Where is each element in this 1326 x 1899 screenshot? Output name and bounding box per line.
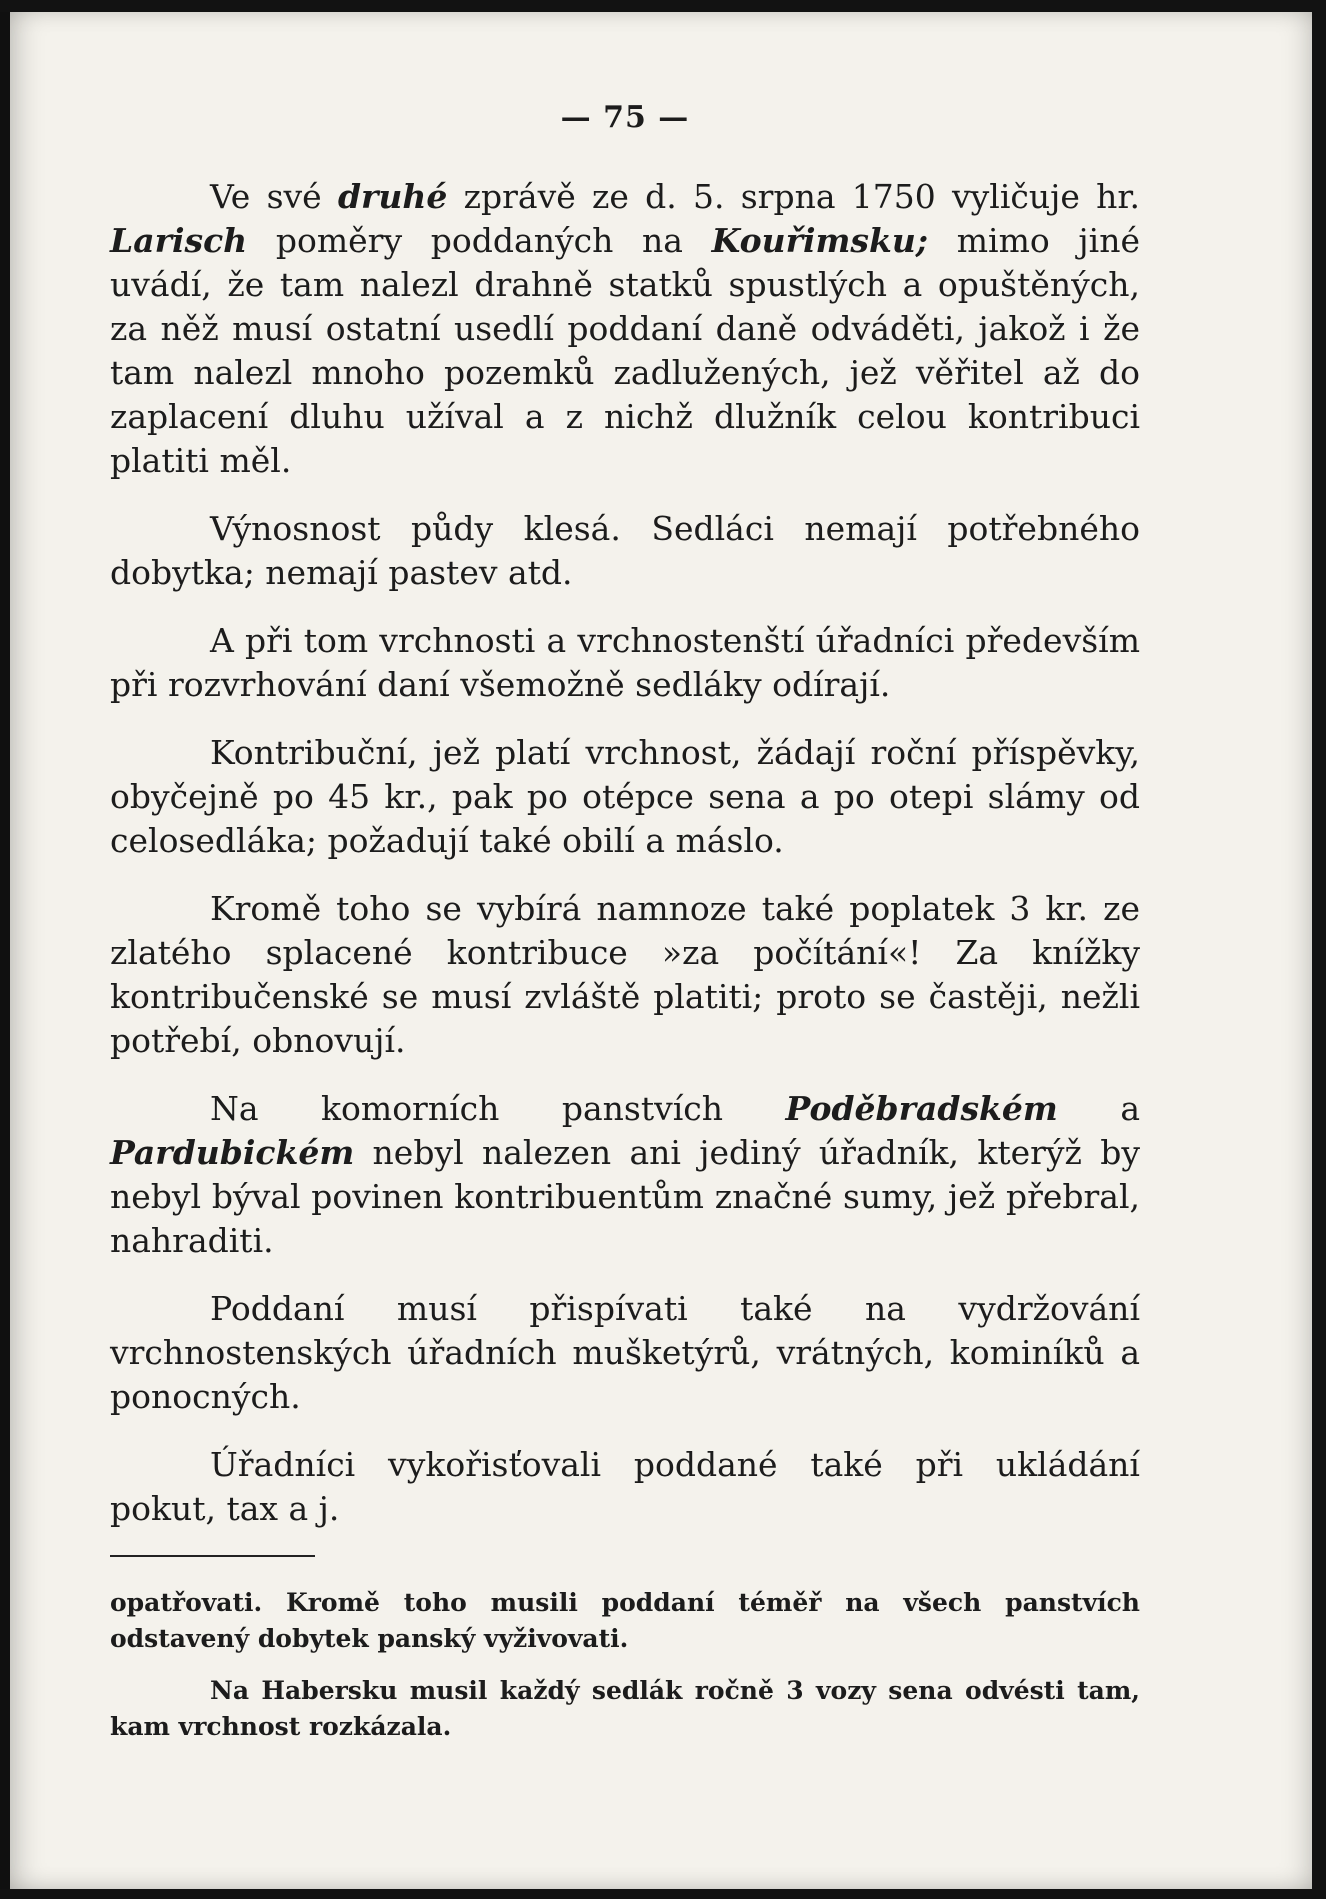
paragraph-4 [110, 731, 1140, 863]
paragraph-6-text-e: nebyl nalezen ani jediný úřadník, kterýž by nebyl býval povinen kontribuentům značné sumy, jež přebral, nahraditi. [110, 1133, 1140, 1260]
paragraph-1-text-a: Ve své [210, 177, 338, 216]
paragraph-3-text: A při tom vrchnosti a vrchnostenští úřadníci především při rozvrhování daní všemožně sedláky odírají. [110, 621, 1140, 704]
paragraph-1-emph-druhe: druhé [337, 177, 448, 216]
paragraph-6-text-a: Na komorních panstvích [210, 1089, 786, 1128]
paragraph-1-text-e: poměry poddaných na [247, 221, 712, 260]
footnote-1: opatřovati. Kromě toho musili poddaní téměř na všech panstvích odstavený dobytek panský vyživovati. [110, 1588, 1140, 1653]
paragraph-4-text: Kontribuční, jež platí vrchnost, žádají roční příspěvky, obyčejně po 45 kr., pak po otépce sena a po otepi slámy od celosedláka; požadují také obilí a máslo. [110, 733, 1140, 860]
paragraph-1-emph-kourimsku: Kouřimsku; [711, 221, 929, 260]
paragraph-2-text: Výnosnost půdy klesá. Sedláci nemají potřebného dobytka; nemají pastev atd. [110, 509, 1140, 592]
paragraph-2 [110, 507, 1140, 595]
scan-border-top [0, 0, 1326, 12]
page-number: — 75 — [560, 100, 690, 135]
paragraph-8 [110, 1443, 1140, 1531]
paragraph-7 [110, 1287, 1140, 1419]
paragraph-1-text-c: zprávě ze d. 5. srpna 1750 vyličuje hr. [447, 177, 1141, 216]
paragraph-6-emph-pardubickem: Pardubickém [110, 1133, 355, 1172]
footnote-2 [110, 1673, 1140, 1745]
paragraph-8-text: Úřadníci vykořisťovali poddané také při ukládání pokut, tax a j. [110, 1445, 1140, 1528]
footnote-2-text: Na Habersku musil každý sedlák ročně 3 vozy sena odvésti tam, kam vrchnost rozkázala. [110, 1676, 1140, 1741]
footnote-divider [110, 1555, 315, 1557]
scan-border-bottom [0, 1889, 1326, 1899]
paragraph-6-text-c: a [1057, 1089, 1140, 1128]
paragraph-1 [110, 175, 1140, 483]
paragraph-5-text: Kromě toho se vybírá namnoze také poplatek 3 kr. ze zlatého splacené kontribuce »za počítání«! Za knížky kontribučenské se musí zvláště platiti; proto se častěji, nežli potřebí, obnovují. [110, 889, 1140, 1060]
paragraph-7-text: Poddaní musí přispívati také na vydržování vrchnostenských úřadních mušketýrů, vrátných, kominíků a ponocných. [110, 1289, 1140, 1416]
scan-border-right [1312, 0, 1326, 1899]
paragraph-1-emph-larisch: Larisch [110, 221, 248, 260]
paragraph-3 [110, 619, 1140, 707]
paragraph-5 [110, 887, 1140, 1063]
paragraph-6 [110, 1087, 1140, 1263]
paragraph-6-emph-podebradskem: Poděbradském [785, 1089, 1058, 1128]
page-content [110, 100, 1140, 1761]
paragraph-1-text-g: mimo jiné uvádí, že tam nalezl drahně statků spustlých a opuštěných, za něž musí ostatní usedlí poddaní daně odváděti, jakož i že tam nalezl mnoho pozemků zadlužených, jež věřitel až do zaplacení dluhu užíval a z nichž dlužník celou kontribuci platiti měl. [110, 221, 1140, 480]
